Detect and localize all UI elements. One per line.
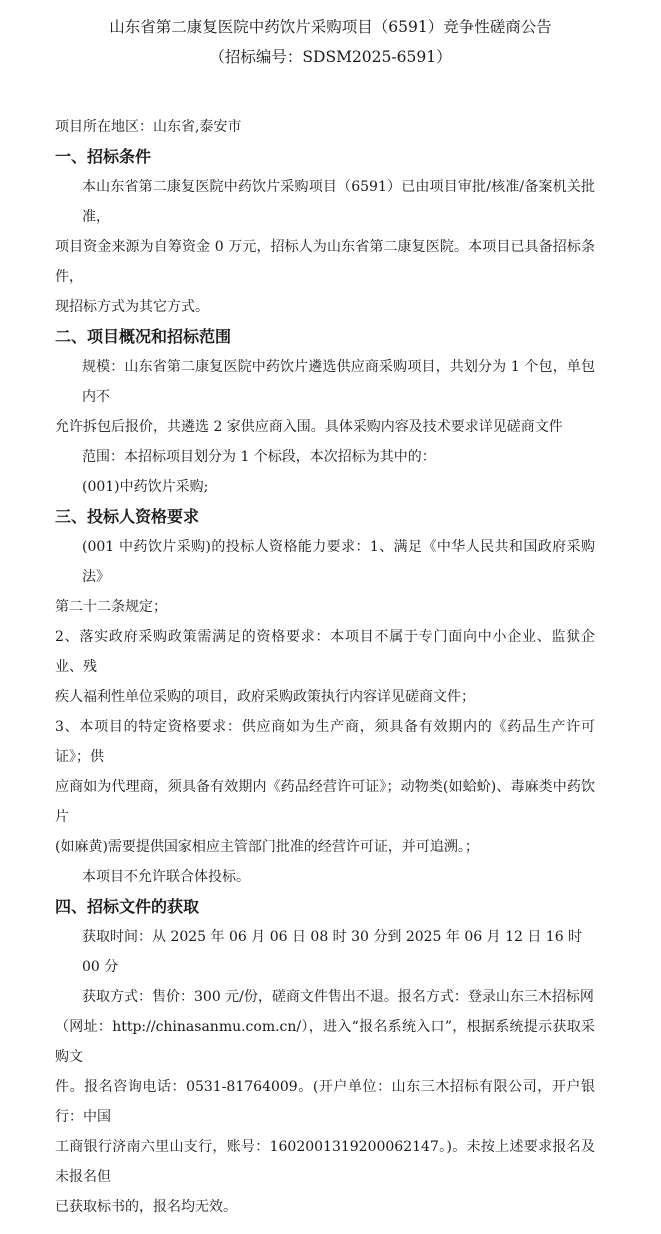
paragraph-line: (如麻黄)需要提供国家相应主管部门批准的经营许可证，并可追溯。； <box>55 839 479 855</box>
project-region: 项目所在地区：山东省,泰安市 <box>55 119 242 135</box>
paragraph-line: 第二十二条规定； <box>55 599 167 615</box>
paragraph-line: 3、本项目的特定资格要求：供应商如为生产商，须具备有效期内的《药品生产许可证》；供 <box>55 719 595 765</box>
paragraph-line: (001)中药饮片采购; <box>82 479 209 495</box>
paragraph-line: (001 中药饮片采购)的投标人资格能力要求：1、满足《中华人民共和国政府采购法》 <box>82 539 595 585</box>
acquisition-time: 获取时间：从 2025 年 06 月 06 日 08 时 30 分到 2025 年 06 月 12 日 16 时 00 分 <box>82 929 583 975</box>
announcement-document <box>55 0 595 1234</box>
paragraph-line: 本山东省第二康复医院中药饮片采购项目（6591）已由项目审批/核准/备案机关批准， <box>82 179 595 225</box>
paragraph-line: 工商银行济南六里山支行，账号：1602001319200062147。)。未按上述要求报名及未报名但 <box>55 1139 595 1185</box>
section-project-overview <box>55 322 595 502</box>
paragraph-line: 项目资金来源为自筹资金 0 万元，招标人为山东省第二康复医院。本项目已具备招标条件， <box>55 239 595 285</box>
tender-number: （招标编号：SDSM2025-6591） <box>209 48 452 66</box>
section-tender-conditions <box>55 142 595 322</box>
paragraph-line: 现招标方式为其它方式。 <box>55 299 209 315</box>
paragraph-line: 范围：本招标项目划分为 1 个标段，本次招标为其中的： <box>82 449 436 465</box>
paragraph-line: 件。报名咨询电话：0531-81764009。(开户单位：山东三木招标有限公司，开户银行：中国 <box>55 1079 595 1125</box>
section-heading: 一、招标条件 <box>55 147 152 166</box>
section-heading: 三、投标人资格要求 <box>55 507 200 526</box>
paragraph-line: 疾人福利性单位采购的项目，政府采购政策执行内容详见磋商文件； <box>55 689 475 705</box>
document-title: 山东省第二康复医院中药饮片采购项目（6591）竞争性磋商公告 <box>109 18 552 36</box>
paragraph-line: 允许拆包后报价，共遴选 2 家供应商入围。具体采购内容及技术要求详见磋商文件 <box>55 419 563 435</box>
section-bidder-qualifications <box>55 502 595 892</box>
section-heading: 四、招标文件的获取 <box>55 897 200 916</box>
paragraph-line: 本项目不允许联合体投标。 <box>82 869 250 885</box>
paragraph-line: 获取方式：售价：300 元/份，磋商文件售出不退。报名方式：登录山东三木招标网 <box>82 989 594 1005</box>
paragraph-line: （网址：http://chinasanmu.com.cn/），进入“报名系统入口”，根据系统提示获取采购文 <box>55 1019 595 1065</box>
section-heading: 二、项目概况和招标范围 <box>55 327 232 346</box>
paragraph-line: 应商如为代理商，须具备有效期内《药品经营许可证》；动物类(如蛤蚧)、毒麻类中药饮片 <box>55 779 595 825</box>
paragraph-line: 2、落实政府采购政策需满足的资格要求：本项目不属于专门面向中小企业、监狱企业、残 <box>55 629 595 675</box>
paragraph-line: 规模：山东省第二康复医院中药饮片遴选供应商采购项目，共划分为 1 个包，单包内不 <box>82 359 595 405</box>
section-document-acquisition <box>55 892 595 1222</box>
paragraph-line: 已获取标书的，报名均无效。 <box>55 1199 237 1215</box>
